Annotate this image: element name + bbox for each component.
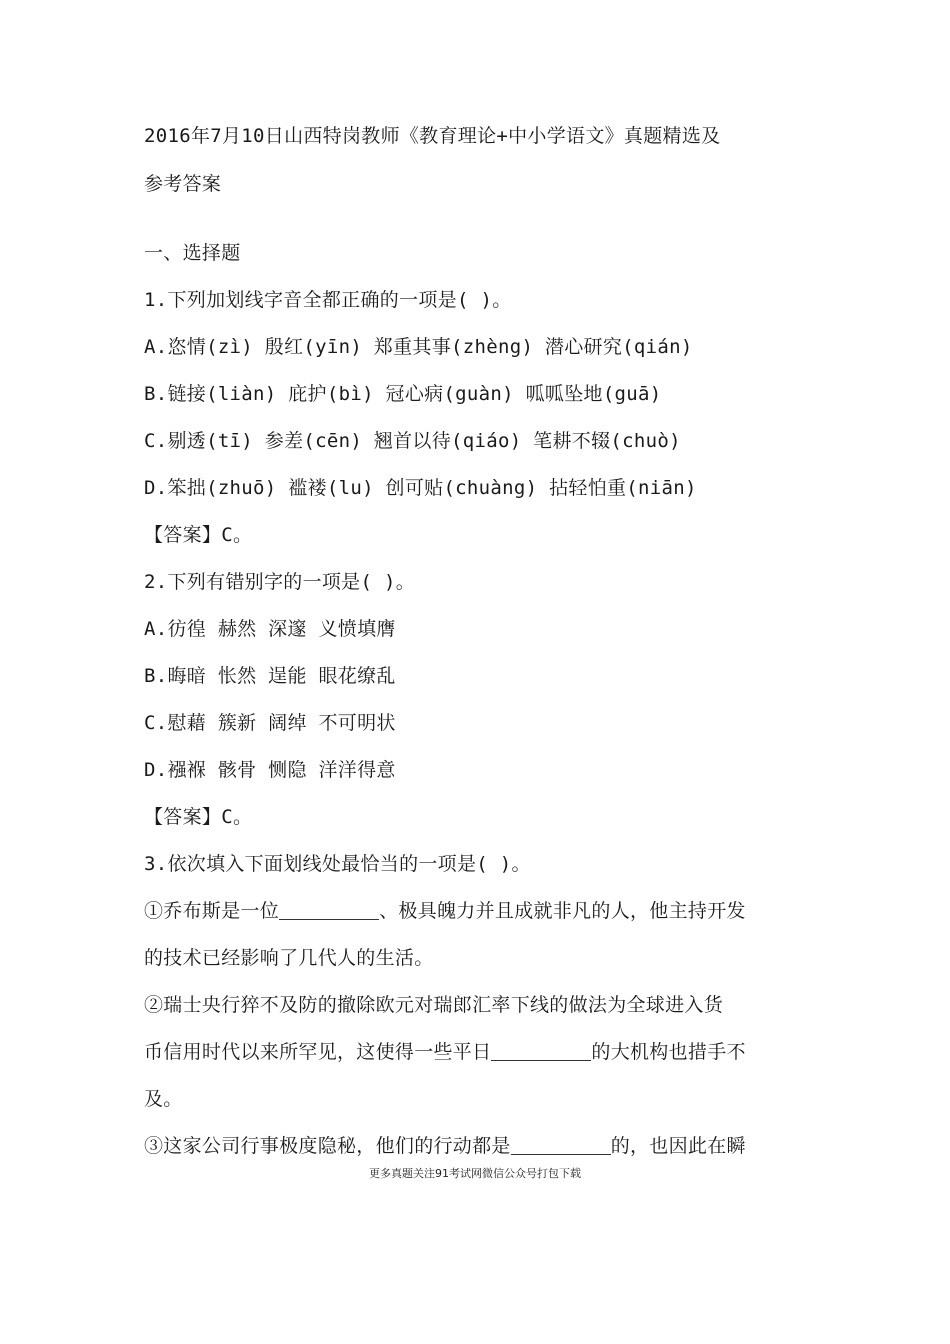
section-heading: 一、选择题 [144, 242, 241, 264]
question-3-stem: 3.依次填入下面划线处最恰当的一项是( )。 [144, 853, 531, 875]
document-title-line-2: 参考答案 [144, 173, 222, 195]
document-body [144, 112, 809, 1170]
question-3-item-1 [144, 888, 809, 935]
question-3-item-2-text-b: 的大机构也措手不 [591, 1041, 746, 1063]
question-1-stem: 1.下列加划线字音全都正确的一项是( )。 [144, 289, 512, 311]
question-2-answer: 【答案】C。 [144, 806, 253, 828]
question-3-item-2: ②瑞士央行猝不及防的撤除欧元对瑞郎汇率下线的做法为全球进入货 [144, 994, 724, 1016]
question-2-option-b: B.晦暗 怅然 逞能 眼花缭乱 [144, 665, 396, 687]
question-3-item-2-text-a: 币信用时代以来所罕见，这使得一些平日 [144, 1041, 492, 1063]
question-3-item-3 [144, 1123, 809, 1170]
question-1-option-a: A.恣情(zì) 殷红(yīn) 郑重其事(zhèng) 潜心研究(qián) [144, 336, 693, 358]
question-3-item-2-continued [144, 1029, 809, 1076]
question-3-item-1-continued: 的技术已经影响了几代人的生活。 [144, 947, 434, 969]
question-1-option-c: C.剔透(tī) 参差(cēn) 翘首以待(qiáo) 笔耕不辍(chuò) [144, 430, 681, 452]
question-1-option-d: D.笨拙(zhuō) 褴褛(lu) 创可贴(chuàng) 拈轻怕重(niān) [144, 477, 697, 499]
fill-blank [511, 1136, 611, 1155]
page-footer: 更多真题关注91考试网微信公众号打包下载 [369, 1167, 581, 1180]
question-2-option-a: A.彷徨 赫然 深邃 义愤填膺 [144, 618, 396, 640]
question-3-item-3-text-a: ③这家公司行事极度隐秘，他们的行动都是 [144, 1135, 511, 1157]
question-1-option-b: B.链接(liàn) 庇护(bì) 冠心病(guàn) 呱呱坠地(guā) [144, 383, 662, 405]
question-3-item-3-text-b: 的，也因此在瞬 [610, 1135, 746, 1157]
question-1-answer: 【答案】C。 [144, 524, 253, 546]
fill-blank [279, 901, 379, 920]
document-title-line-1: 2016年7月10日山西特岗教师《教育理论+中小学语文》真题精选及 [144, 125, 721, 147]
spacer [144, 208, 809, 230]
question-2-option-d: D.襁褓 骸骨 恻隐 洋洋得意 [144, 759, 396, 781]
fill-blank [491, 1042, 591, 1061]
question-3-item-2-end: 及。 [144, 1088, 183, 1110]
question-2-option-c: C.慰藉 簇新 阔绰 不可明状 [144, 712, 396, 734]
question-2-stem: 2.下列有错别字的一项是( )。 [144, 571, 415, 593]
question-3-item-1-text-b: 、极具魄力并且成就非凡的人，他主持开发 [379, 900, 746, 922]
question-3-item-1-text-a: ①乔布斯是一位 [144, 900, 280, 922]
